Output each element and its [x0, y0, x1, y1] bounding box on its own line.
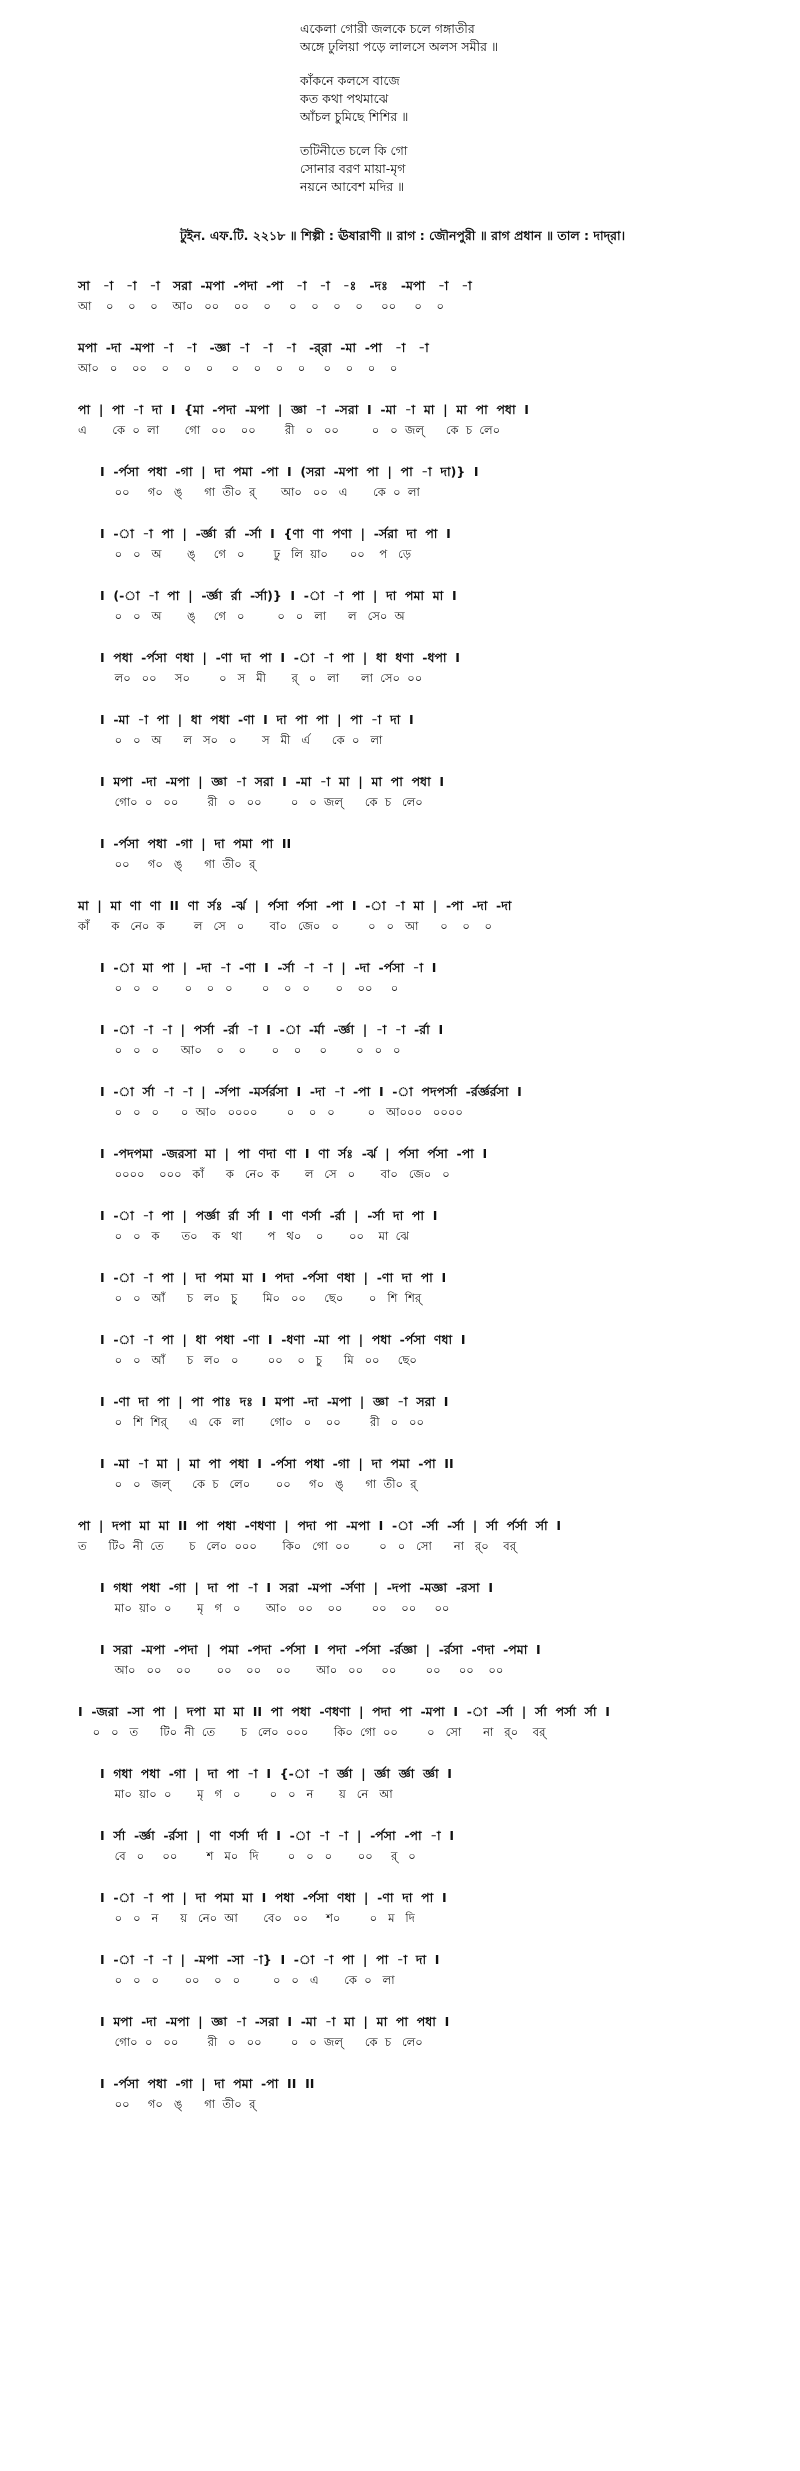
notation-block — [0, 954, 800, 1016]
swara-row: I -মা -া পা | ধা পধা -ণা I দা পা পা | পা -া দা I — [100, 712, 414, 727]
swara-row: পা | দপা মা মা II পা পধা -ণধণা | পদা পা -মপা I -া -র্সা -র্সা | র্সা র্পর্সা র্সা I — [78, 1518, 561, 1533]
swara-row: I (-া -া পা | -র্জ্ঞা র্রা -র্সা)} I -া -া পা | দা পমা মা I — [100, 588, 457, 603]
lyric-syllable-row: ০০ গ০ ঙ্ গা তী০ র্ — [100, 2097, 256, 2111]
notation-block — [0, 644, 800, 706]
lyric-syllable-row: ০ ০ ক ত০ ক থা প থ০ ০ ০০ মা ঝে — [100, 1229, 409, 1243]
swara-row: মপা -দা -মপা -া -া -জ্ঞা -া -া -া -র্‌রা -মা -পা -া -া — [78, 340, 429, 355]
swara-row: I র্সা -র্জ্ঞা -র্রসা | ণা ণর্সা র্দা I -া -া -া | -র্পসা -পা -া I — [100, 1828, 455, 1843]
swara-row: I -া -া পা | ধা পধা -ণা I -ধণা -মা পা | পধা -র্পসা ণধা I — [100, 1332, 466, 1347]
swara-row: I -পদপমা -জরসা মা | পা ণদা ণা I ণা র্সঃ -র্ঝ | র্পসা র্পসা -পা I — [100, 1146, 488, 1161]
lyric-syllable-row: ০ ০ অ ঙ্ গে ০ ০ ০ লা ল সে০ অ — [100, 609, 405, 623]
swara-row: মা | মা ণা ণা II ণা র্সঃ -র্ঝ | র্পসা র্পসা -পা I -া -া মা | -পা -দা -দা — [78, 898, 512, 913]
notation-block — [0, 582, 800, 644]
lyric-syllable-row: মা০ য়া০ ০ মৃ গ ০ ০ ০ ন য় নে আ — [100, 1787, 393, 1801]
swara-row: I গধা পধা -গা | দা পা -া I {-া -া র্জ্ঞা | র্জ্ঞা র্জ্ঞা র্জ্ঞা I — [100, 1766, 452, 1781]
lyric-stanza — [300, 72, 740, 126]
swara-row: I -া -া পা | -র্জ্ঞা র্রা -র্সা I {ণা ণা পণা | -র্সরা দা পা I — [100, 526, 451, 541]
notation-block — [0, 1822, 800, 1884]
swara-row: I -মা -া মা | মা পা পধা I -র্পসা পধা -গা | দা পমা -পা II — [100, 1456, 454, 1471]
notation-block — [0, 1078, 800, 1140]
notation-block — [0, 1450, 800, 1512]
lyric-syllable-row: ০ ০ আঁ চ ল০ ০ ০০ ০ চু মি ০০ ছে০ — [100, 1353, 417, 1367]
swara-row: I -া মা পা | -দা -া -ণা I -র্সা -া -া | -দা -র্পসা -া I — [100, 960, 437, 975]
notation-block — [0, 1264, 800, 1326]
swara-row: I -া -া পা | দা পমা মা I পদা -র্পসা ণধা | -ণা দা পা I — [100, 1270, 447, 1285]
lyric-syllable-row: আ ০ ০ ০ আ০ ০০ ০০ ০ ০ ০ ০ ০ ০০ ০ ০ — [78, 299, 444, 313]
notation-block — [0, 1140, 800, 1202]
swara-row: সা -া -া -া সরা -মপা -পদা -পা -া -া -ঃ -দঃ -মপা -া -া — [78, 278, 472, 293]
swara-row: I সরা -মপা -পদা | পমা -পদা -র্পসা I পদা -র্পসা -র্রজ্ঞা | -র্রসা -ণদা -পমা I — [100, 1642, 541, 1657]
lyric-line: তটিনীতে চলে কি গো — [300, 143, 408, 158]
lyric-syllable-row: গো০ ০ ০০ রী ০ ০০ ০ ০ জল্ কে চ লে০ — [100, 795, 423, 809]
lyric-syllable-row: ০০০০ ০০০ কাঁ ক নে০ ক ল সে ০ বা০ জে০ ০ — [100, 1167, 450, 1181]
notation-block — [0, 1636, 800, 1698]
lyric-syllable-row: ০ ০ ন য় নে০ আ বে০ ০০ শ০ ০ ম দি — [100, 1911, 415, 1925]
swara-row: I -জরা -সা পা | দপা মা মা II পা পধা -ণধণা | পদা পা -মপা I -া -র্সা | র্সা পর্সা র্সা I — [78, 1704, 610, 1719]
lyric-syllable-row: ০ ০ অ ঙ্ গে ০ ঢু লি য়া০ ০০ প ড়ে — [100, 547, 412, 561]
notation-block — [0, 396, 800, 458]
swara-row: I -ণা দা পা | পা পাঃ দঃ I মপা -দা -মপা | জ্ঞা -া সরা I — [100, 1394, 449, 1409]
lyric-line: নয়নে আবেশ মদির ॥ — [300, 179, 405, 194]
notation-block — [0, 1698, 800, 1760]
lyric-syllable-row: ০ ০ আঁ চ ল০ চু মি০ ০০ ছে০ ০ শি শির্ — [100, 1291, 422, 1305]
swara-row: I -া -া -া | -মপা -সা -া} I -া -া পা | পা -া দা I — [100, 1952, 440, 1967]
swara-row: I -া -া পা | দা পমা মা I পধা -র্পসা ণধা | -ণা দা পা I — [100, 1890, 447, 1905]
notation-block — [0, 334, 800, 396]
lyric-syllable-row: ০ ০ জল্ কে চ লে০ ০০ গ০ ঙ্ গা তী০ র্ — [100, 1477, 417, 1491]
swara-row: I মপা -দা -মপা | জ্ঞা -া সরা I -মা -া মা | মা পা পধা I — [100, 774, 445, 789]
lyrics — [300, 20, 740, 212]
lyric-syllable-row: আ০ ০ ০০ ০ ০ ০ ০ ০ ০ ০ ০ ০ ০ ০ — [78, 361, 398, 375]
swara-row: I গধা পধা -গা | দা পা -া I সরা -মপা -র্সণা | -দপা -মজ্ঞা -রসা I — [100, 1580, 494, 1595]
lyric-line: সোনার বরণ মায়া-মৃগ — [300, 161, 406, 176]
lyric-syllable-row: আ০ ০০ ০০ ০০ ০০ ০০ আ০ ০০ ০০ ০০ ০০ ০০ — [100, 1663, 504, 1677]
swara-row: I মপা -দা -মপা | জ্ঞা -া -সরা I -মা -া মা | মা পা পধা I — [100, 2014, 450, 2029]
swara-row: I -া -া পা | পর্জ্ঞা র্রা র্সা I ণা ণর্সা -র্রা | -র্সা দা পা I — [100, 1208, 438, 1223]
notation-block — [0, 830, 800, 892]
notation-block — [0, 1574, 800, 1636]
notation-block — [0, 2008, 800, 2070]
swara-row: I পধা -র্পসা ণধা | -ণা দা পা I -া -া পা | ধা ধণা -ধপা I — [100, 650, 460, 665]
record-info: টুইন. এফ.টি. ২২১৮ ॥ শিল্পী : ঊষারাণী ॥ রাগ : জৌনপুরী ॥ রাগ প্রধান ॥ তাল : দাদ্‌রা। — [180, 228, 626, 243]
swara-row: I -র্পসা পধা -গা | দা পমা পা II — [100, 836, 292, 851]
notation-block — [0, 272, 800, 334]
swara-row: I -া -া -া | পর্সা -র্রা -া I -া -র্মা -র্জ্ঞা | -া -া -র্রা I — [100, 1022, 444, 1037]
lyric-syllable-row: ০ ০ ০ ০ আ০ ০০০০ ০ ০ ০ ০ আ০০০ ০০০০ — [100, 1105, 463, 1119]
lyric-syllable-row: গো০ ০ ০০ রী ০ ০০ ০ ০ জল্ কে চ লে০ — [100, 2035, 423, 2049]
swara-row: I -া র্সা -া -া | -র্সপা -মর্সর্রসা I -দা -া -পা I -া পদপর্সা -র্রর্জ্ঞর্রসা I — [100, 1084, 522, 1099]
lyric-syllable-row: ০০ গ০ ঙ্ গা তী০ র্ — [100, 857, 256, 871]
lyric-line: অঙ্গে ঢুলিয়া পড়ে লালসে অলস সমীর ॥ — [300, 39, 499, 54]
notation-block — [0, 1388, 800, 1450]
notation-block — [0, 706, 800, 768]
lyric-syllable-row: ০ ০ অ ল স০ ০ স মী র্এ কে ০ লা — [100, 733, 383, 747]
notation-block — [0, 768, 800, 830]
lyric-syllable-row: ০ ০ ০ ০ ০ ০ ০ ০ ০ ০ ০০ ০ — [100, 981, 399, 995]
lyric-syllable-row: ত টি০ নী তে চ লে০ ০০০ কি০ গো ০০ ০ ০ সো না র্০ বর্ — [78, 1539, 517, 1553]
notation — [0, 272, 800, 2132]
notation-block — [0, 458, 800, 520]
notation-block — [0, 2070, 800, 2132]
notation-block — [0, 520, 800, 582]
notation-block — [0, 1946, 800, 2008]
lyric-line: কত কথা পথমাঝে — [300, 91, 389, 106]
lyric-line: কাঁকনে কলসে বাজে — [300, 73, 400, 88]
lyric-syllable-row: ০ ০ ০ আ০ ০ ০ ০ ০ ০ ০ ০ ০ — [100, 1043, 401, 1057]
swara-row: I -র্পসা পধা -গা | দা পমা -পা II II — [100, 2076, 315, 2091]
notation-block — [0, 1760, 800, 1822]
lyric-syllable-row: ০০ গ০ ঙ্ গা তী০ র্ আ০ ০০ এ কে ০ লা — [100, 485, 420, 499]
notation-block — [0, 1326, 800, 1388]
lyric-syllable-row: ০ শি শির্ এ কে লা গো০ ০ ০০ রী ০ ০০ — [100, 1415, 424, 1429]
notation-block — [0, 1884, 800, 1946]
lyric-line: আঁচল চুমিছে শিশির ॥ — [300, 109, 409, 124]
notation-block — [0, 1016, 800, 1078]
lyric-syllable-row: ০ ০ ০ ০০ ০ ০ ০ ০ এ কে ০ লা — [100, 1973, 395, 1987]
lyric-syllable-row: ল০ ০০ স০ ০ স মী র্ ০ লা লা সে০ ০০ — [100, 671, 423, 685]
notation-block — [0, 1512, 800, 1574]
notation-block — [0, 892, 800, 954]
lyric-syllable-row: মা০ য়া০ ০ মৃ গ ০ আ০ ০০ ০০ ০০ ০০ ০০ — [100, 1601, 450, 1615]
lyric-stanza — [300, 20, 740, 56]
lyric-stanza — [300, 142, 740, 196]
swara-row: I -র্পসা পধা -গা | দা পমা -পা I (সরা -মপা পা | পা -া দা)} I — [100, 464, 479, 479]
swara-row: পা | পা -া দা I {মা -পদা -মপা | জ্ঞা -া -সরা I -মা -া মা | মা পা পধা I — [78, 402, 529, 417]
lyric-syllable-row: এ কে ০ লা গো ০০ ০০ রী ০ ০০ ০ ০ জল্ কে চ লে০ — [78, 423, 501, 437]
notation-block — [0, 1202, 800, 1264]
lyric-syllable-row: বে ০ ০০ শ ম০ দি ০ ০ ০ ০০ র্ ০ — [100, 1849, 416, 1863]
lyric-line: একেলা গোরী জলকে চলে গঙ্গাতীর — [300, 21, 475, 36]
lyric-syllable-row: ০ ০ ত টি০ নী তে চ লে০ ০০০ কি০ গো ০০ ০ সো না র্০ বর্ — [78, 1725, 546, 1739]
lyric-syllable-row: কাঁ ক নে০ ক ল সে ০ বা০ জে০ ০ ০ ০ আ ০ ০ ০ — [78, 919, 492, 933]
